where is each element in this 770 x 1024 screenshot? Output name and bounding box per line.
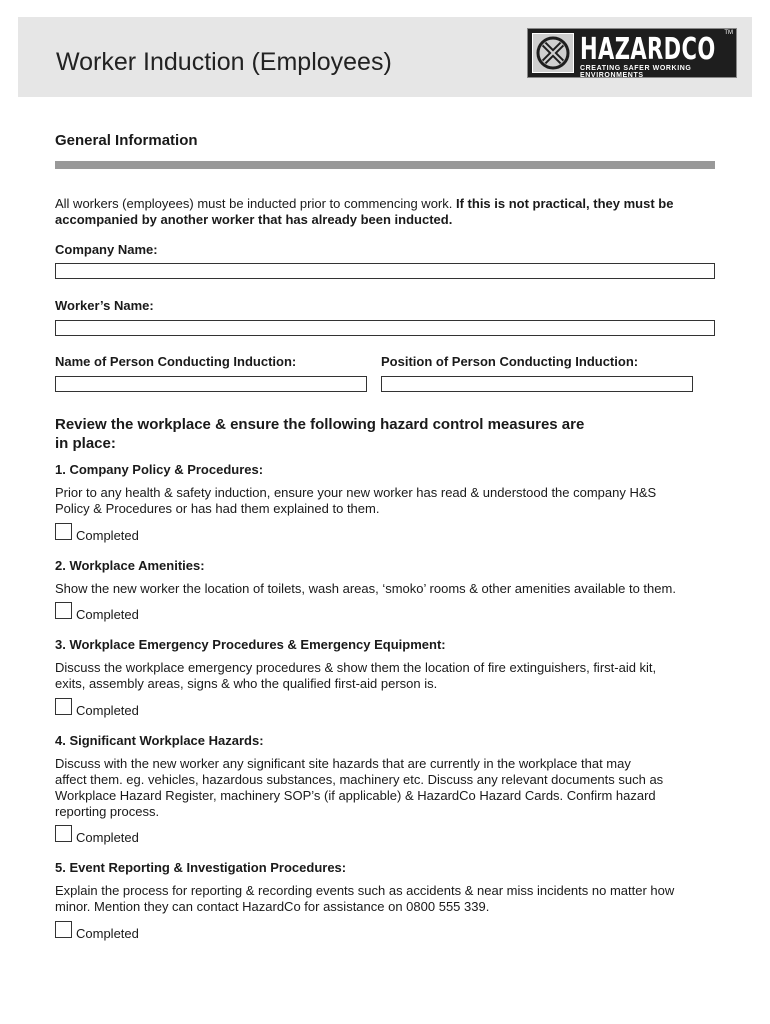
trademark-mark: TM: [724, 30, 733, 36]
inductor-name-field[interactable]: [55, 376, 367, 392]
item-3-line: exits, assembly areas, signs & who the qualified first-aid person is.: [55, 676, 438, 691]
item-4-line: reporting process.: [55, 804, 160, 819]
item-4-line: affect them. eg. vehicles, hazardous substances, machinery etc. Discuss any relevant documents such as: [55, 772, 664, 787]
item-1-description: [55, 485, 745, 517]
review-heading-line-2: in place:: [55, 435, 116, 452]
section-divider: [55, 161, 715, 169]
intro-bold-text: If this is not practical, they must be accompanied by another worker that has already been inducted.: [55, 196, 674, 227]
item-4-checkbox-label: Completed: [76, 830, 139, 845]
inductor-position-label: Position of Person Conducting Induction:: [381, 354, 639, 369]
logo-tagline: CREATING SAFER WORKING ENVIRONMENTS: [580, 65, 692, 79]
item-1-checkbox-label: Completed: [76, 528, 139, 543]
item-3-checkbox-label: Completed: [76, 703, 139, 718]
item-1-line: Prior to any health & safety induction, ensure your new worker has read & understood the company H&S: [55, 485, 657, 500]
item-3-title: 3. Workplace Emergency Procedures & Emergency Equipment:: [55, 637, 446, 652]
item-5-description: [55, 883, 745, 915]
inductor-name-label: Name of Person Conducting Induction:: [55, 354, 297, 369]
item-4-line: Workplace Hazard Register, machinery SOP’s (if applicable) & HazardCo Hazard Cards. Confirm hazard: [55, 788, 656, 803]
hazard-cross-icon: [532, 33, 574, 73]
intro-text: All workers (employees) must be inducted prior to commencing work.: [55, 196, 453, 211]
item-1-line: Policy & Procedures or has had them explained to them.: [55, 501, 380, 516]
item-5-title: 5. Event Reporting & Investigation Procedures:: [55, 860, 347, 875]
company-name-label: Company Name:: [55, 242, 158, 257]
item-5-line: Explain the process for reporting & recording events such as accidents & near miss incidents no matter how: [55, 883, 675, 898]
item-3-description: [55, 660, 745, 692]
worker-name-label: Worker’s Name:: [55, 298, 154, 313]
item-2-description: [55, 581, 745, 597]
company-name-field[interactable]: [55, 263, 715, 279]
review-heading: [55, 415, 735, 453]
item-4-checkbox[interactable]: [55, 825, 72, 842]
item-3-line: Discuss the workplace emergency procedures & show them the location of fire extinguishers, first-aid kit,: [55, 660, 657, 675]
item-5-checkbox-label: Completed: [76, 926, 139, 941]
section-title-general: General Information: [55, 132, 198, 149]
review-heading-line-1: Review the workplace & ensure the following hazard control measures are: [55, 416, 585, 433]
item-3-checkbox[interactable]: [55, 698, 72, 715]
item-2-title: 2. Workplace Amenities:: [55, 558, 205, 573]
page-header: [18, 17, 752, 97]
logo-wordmark: HAZARDCO: [580, 32, 716, 67]
inductor-position-field[interactable]: [381, 376, 693, 392]
item-4-line: Discuss with the new worker any significant site hazards that are currently in the workplace that may: [55, 756, 631, 771]
item-2-line: Show the new worker the location of toilets, wash areas, ‘smoko’ rooms & other amenities available to them.: [55, 581, 676, 596]
item-1-checkbox[interactable]: [55, 523, 72, 540]
item-5-line: minor. Mention they can contact HazardCo for assistance on 0800 555 339.: [55, 899, 490, 914]
item-4-description: [55, 756, 745, 820]
intro-paragraph: [55, 196, 735, 228]
item-4-title: 4. Significant Workplace Hazards:: [55, 733, 264, 748]
hazardco-logo: [527, 28, 737, 78]
item-2-checkbox[interactable]: [55, 602, 72, 619]
item-5-checkbox[interactable]: [55, 921, 72, 938]
worker-name-field[interactable]: [55, 320, 715, 336]
page-title: Worker Induction (Employees): [56, 48, 392, 76]
item-2-checkbox-label: Completed: [76, 607, 139, 622]
item-1-title: 1. Company Policy & Procedures:: [55, 462, 264, 477]
